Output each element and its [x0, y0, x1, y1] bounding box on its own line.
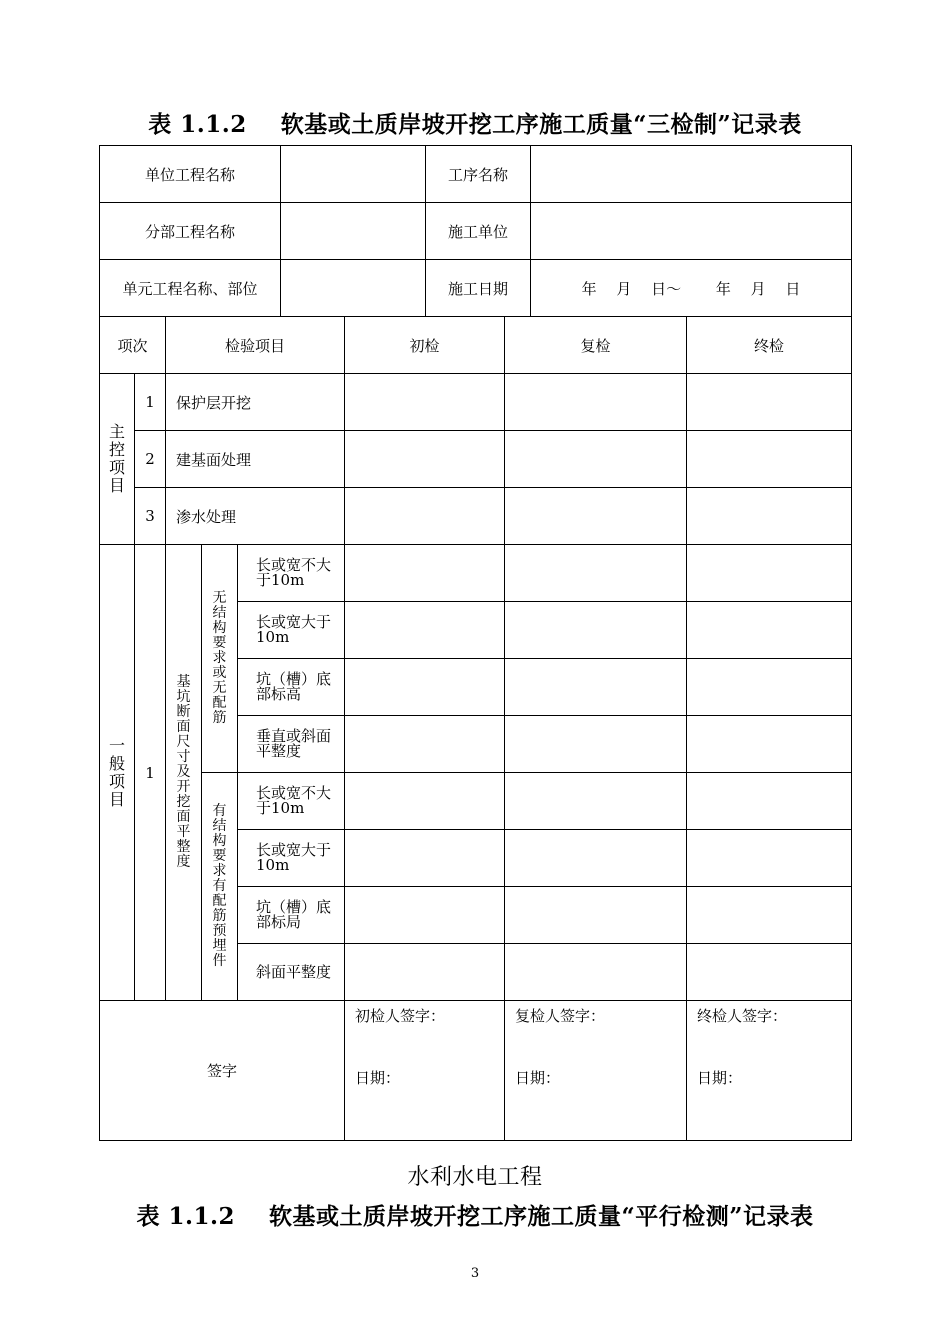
first-check-cell[interactable]	[345, 602, 505, 659]
construction-date-label: 施工日期	[426, 260, 531, 317]
item-name: 建基面处理	[166, 431, 345, 488]
col-second-check: 复检	[505, 317, 687, 374]
second-check-cell[interactable]	[505, 773, 687, 830]
first-check-cell[interactable]	[345, 944, 505, 1001]
contractor-field[interactable]	[531, 203, 852, 260]
second-check-cell[interactable]	[505, 374, 687, 431]
sub-item-name: 斜面平整度	[238, 944, 345, 1001]
main-control-label: 主控项目	[100, 374, 135, 545]
first-inspector-signature[interactable]	[345, 1001, 505, 1141]
element-project-field[interactable]	[281, 260, 426, 317]
sub-item-name: 长或宽不大于10m	[238, 773, 345, 830]
final-check-cell[interactable]	[687, 545, 852, 602]
final-check-cell[interactable]	[687, 944, 852, 1001]
first-check-cell[interactable]	[345, 431, 505, 488]
general-category-label: 基坑断面尺寸及开挖面平整度	[166, 545, 202, 1001]
item-number: 1	[135, 374, 166, 431]
item-name: 保护层开挖	[166, 374, 345, 431]
final-date-label: 日期：	[697, 1069, 743, 1087]
second-inspector-signature[interactable]	[505, 1001, 687, 1141]
header-row	[100, 203, 852, 260]
second-check-cell[interactable]	[505, 431, 687, 488]
second-check-cell[interactable]	[505, 602, 687, 659]
next-form-title-text: 软基或土质岸坡开挖工序施工质量“平行检测”记录表	[269, 1203, 814, 1230]
table-row	[100, 773, 852, 830]
form-number: 表 1.1.2	[148, 111, 247, 138]
table-row	[100, 431, 852, 488]
first-check-cell[interactable]	[345, 887, 505, 944]
first-check-cell[interactable]	[345, 716, 505, 773]
final-sign-label: 终检人签字：	[697, 1007, 788, 1025]
inspection-table	[99, 316, 852, 1141]
col-seq: 项次	[100, 317, 166, 374]
item-number: 2	[135, 431, 166, 488]
table-row	[100, 374, 852, 431]
sub-item-name: 坑（槽）底部标局	[238, 887, 345, 944]
first-sign-label: 初检人签字：	[355, 1007, 446, 1025]
sub-item-name: 坑（槽）底部标高	[238, 659, 345, 716]
second-check-cell[interactable]	[505, 659, 687, 716]
final-inspector-signature[interactable]	[687, 1001, 852, 1141]
unit-project-field[interactable]	[281, 146, 426, 203]
general-items-label: 一般项目	[100, 545, 135, 1001]
first-check-cell[interactable]	[345, 773, 505, 830]
item-number: 3	[135, 488, 166, 545]
form-title-text: 软基或土质岸坡开挖工序施工质量“三检制”记录表	[280, 111, 802, 138]
first-date-label: 日期：	[355, 1069, 401, 1087]
table-row	[100, 545, 852, 602]
col-first-check: 初检	[345, 317, 505, 374]
header-row	[100, 260, 852, 317]
group-no-structure-label: 无结构要求或无配筋	[202, 545, 238, 773]
sub-item-name: 长或宽不大于10m	[238, 545, 345, 602]
construction-date-field[interactable]: 年 月 日～ 年 月 日	[531, 260, 852, 317]
final-check-cell[interactable]	[687, 374, 852, 431]
first-check-cell[interactable]	[345, 659, 505, 716]
header-row	[100, 146, 852, 203]
header-table	[99, 145, 852, 317]
second-check-cell[interactable]	[505, 545, 687, 602]
final-check-cell[interactable]	[687, 830, 852, 887]
sub-item-name: 长或宽大于10m	[238, 602, 345, 659]
second-check-cell[interactable]	[505, 830, 687, 887]
column-header-row	[100, 317, 852, 374]
element-project-label: 单元工程名称、部位	[100, 260, 281, 317]
second-check-cell[interactable]	[505, 488, 687, 545]
second-sign-label: 复检人签字：	[515, 1007, 606, 1025]
sub-project-field[interactable]	[281, 203, 426, 260]
final-check-cell[interactable]	[687, 773, 852, 830]
col-item: 检验项目	[166, 317, 345, 374]
second-check-cell[interactable]	[505, 887, 687, 944]
final-check-cell[interactable]	[687, 716, 852, 773]
next-form-number: 表 1.1.2	[136, 1203, 236, 1230]
signature-label: 签字	[100, 1001, 345, 1141]
unit-project-label: 单位工程名称	[100, 146, 281, 203]
final-check-cell[interactable]	[687, 659, 852, 716]
first-check-cell[interactable]	[345, 488, 505, 545]
col-final-check: 终检	[687, 317, 852, 374]
form-title	[0, 106, 950, 139]
table-row	[100, 488, 852, 545]
process-name-field[interactable]	[531, 146, 852, 203]
page-number: 3	[470, 1266, 480, 1281]
section-heading: 水利水电工程	[407, 1165, 543, 1190]
group-structure-label: 有结构要求有配筋预埋件	[202, 773, 238, 1001]
second-date-label: 日期：	[515, 1069, 561, 1087]
sub-project-label: 分部工程名称	[100, 203, 281, 260]
sub-item-name: 垂直或斜面平整度	[238, 716, 345, 773]
second-check-cell[interactable]	[505, 944, 687, 1001]
sub-item-name: 长或宽大于10m	[238, 830, 345, 887]
first-check-cell[interactable]	[345, 374, 505, 431]
next-form-title	[0, 1198, 950, 1231]
final-check-cell[interactable]	[687, 431, 852, 488]
final-check-cell[interactable]	[687, 488, 852, 545]
first-check-cell[interactable]	[345, 545, 505, 602]
signature-row	[100, 1001, 852, 1141]
final-check-cell[interactable]	[687, 887, 852, 944]
first-check-cell[interactable]	[345, 830, 505, 887]
final-check-cell[interactable]	[687, 602, 852, 659]
contractor-label: 施工单位	[426, 203, 531, 260]
item-name: 渗水处理	[166, 488, 345, 545]
general-item-number: 1	[135, 545, 166, 1001]
process-name-label: 工序名称	[426, 146, 531, 203]
second-check-cell[interactable]	[505, 716, 687, 773]
